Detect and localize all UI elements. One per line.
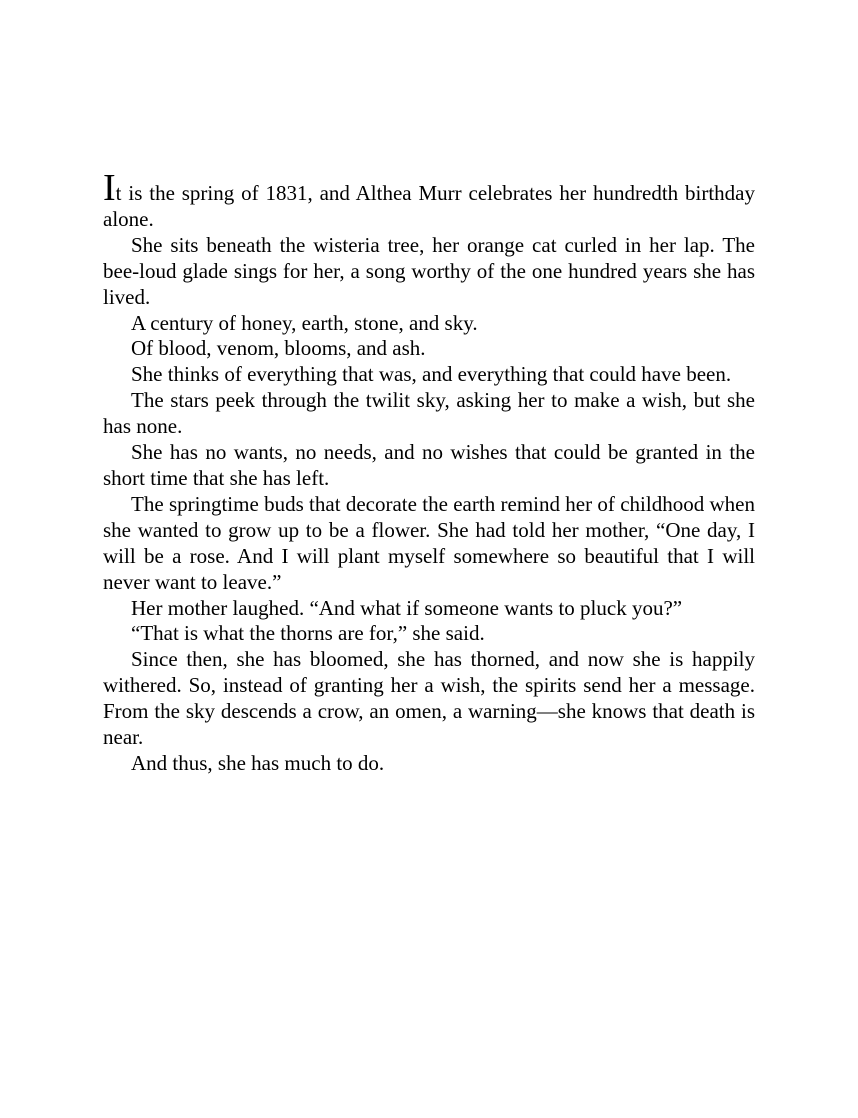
- paragraph: She sits beneath the wisteria tree, her orange cat curled in her lap. The bee-loud glade sings for her, a song worthy of the one hundred years she has lived.: [103, 232, 755, 309]
- paragraph: She has no wants, no needs, and no wishes that could be granted in the short time that she has left.: [103, 440, 755, 490]
- initial-capital: I: [103, 167, 116, 209]
- paragraph: Her mother laughed. “And what if someone wants to pluck you?”: [131, 595, 683, 620]
- paragraph: The stars peek through the twilit sky, asking her to make a wish, but she has none.: [103, 388, 755, 439]
- paragraph: Of blood, venom, blooms, and ash.: [131, 336, 426, 361]
- text-column: [103, 167, 755, 777]
- paragraph: And thus, she has much to do.: [131, 750, 385, 775]
- paragraph: A century of honey, earth, stone, and sky.: [131, 310, 478, 335]
- opening-paragraph: [103, 167, 755, 233]
- paragraph: Since then, she has bloomed, she has thorned, and now she is happily withered. So, instead of granting her a wish, the spirits send her a message. From the sky descends a crow, an omen, a warning—she knows that death is near.: [103, 647, 755, 750]
- paragraph: She thinks of everything that was, and everything that could have been.: [131, 362, 732, 387]
- paragraph: The springtime buds that decorate the earth remind her of childhood when she wanted to grow up to be a flower. She had told her mother, “One day, I will be a rose. And I will plant myself somewhere so beautiful that I will never want to leave.”: [103, 491, 755, 594]
- paragraph: “That is what the thorns are for,” she said.: [131, 621, 485, 646]
- opening-paragraph-text: t is the spring of 1831, and Althea Murr celebrates her hundredth birthday alone.: [103, 181, 755, 231]
